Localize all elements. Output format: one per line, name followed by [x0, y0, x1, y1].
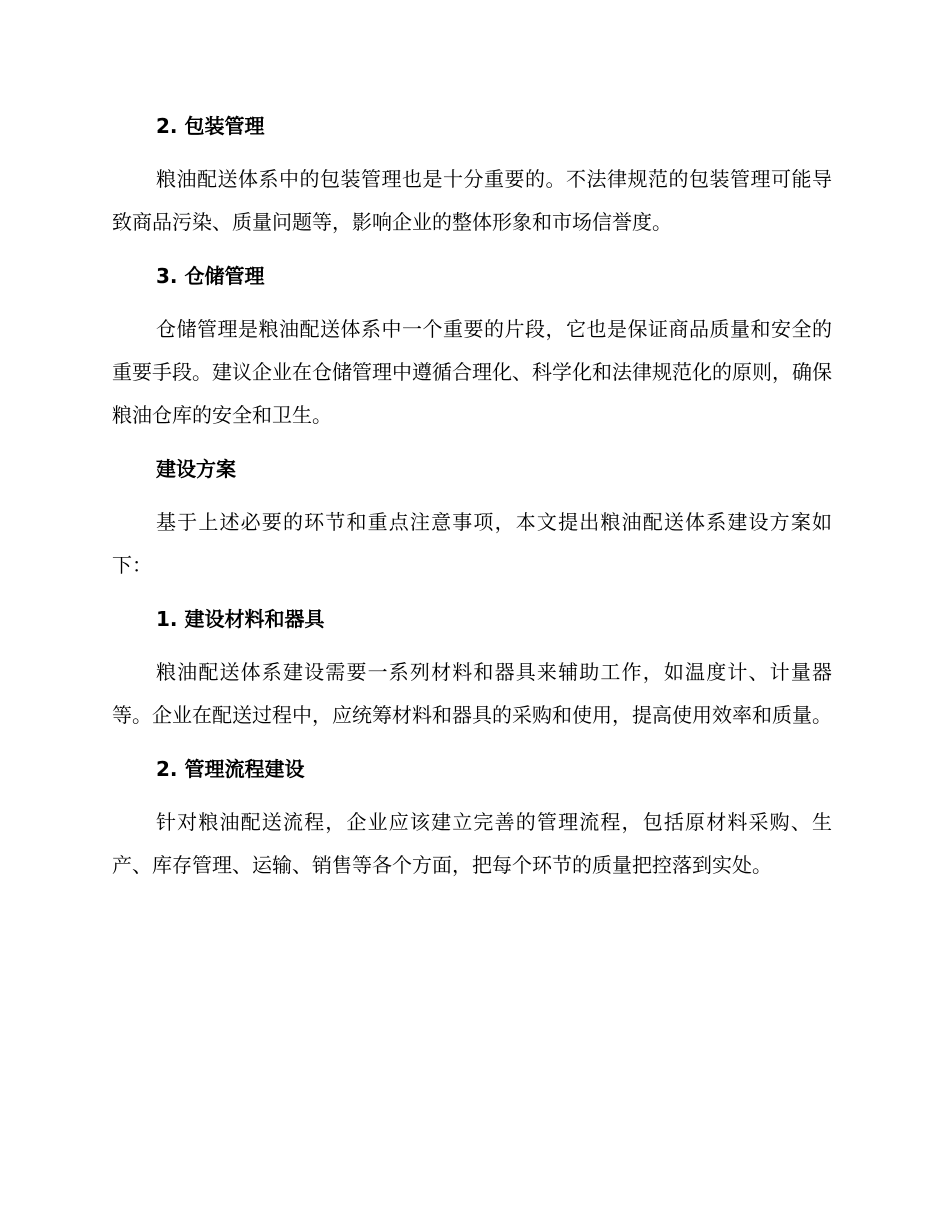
paragraph-plan-intro: 基于上述必要的环节和重点注意事项，本文提出粮油配送体系建设方案如下： [112, 510, 832, 577]
paragraph-materials: 粮油配送体系建设需要一系列材料和器具来辅助工作，如温度计、计量器等。企业在配送过程中，应统筹材料和器具的采购和使用，提高使用效率和质量。 [112, 660, 832, 727]
paragraph-process: 针对粮油配送流程，企业应该建立完善的管理流程，包括原材料采购、生产、库存管理、运输、销售等各个方面，把每个环节的质量把控落到实处。 [112, 810, 832, 877]
section-heading-storage: 3. 仓储管理 [156, 264, 265, 288]
section-heading-packaging: 2. 包装管理 [156, 114, 265, 138]
section-heading-plan: 建设方案 [156, 457, 236, 481]
section-heading-materials: 1. 建设材料和器具 [156, 607, 325, 631]
paragraph-storage: 仓储管理是粮油配送体系中一个重要的片段，它也是保证商品质量和安全的重要手段。建议企业在仓储管理中遵循合理化、科学化和法律规范化的原则，确保粮油仓库的安全和卫生。 [112, 317, 832, 427]
document-body [112, 104, 832, 897]
section-heading-process: 2. 管理流程建设 [156, 757, 305, 781]
paragraph-packaging: 粮油配送体系中的包装管理也是十分重要的。不法律规范的包装管理可能导致商品污染、质量问题等，影响企业的整体形象和市场信誉度。 [112, 167, 832, 234]
